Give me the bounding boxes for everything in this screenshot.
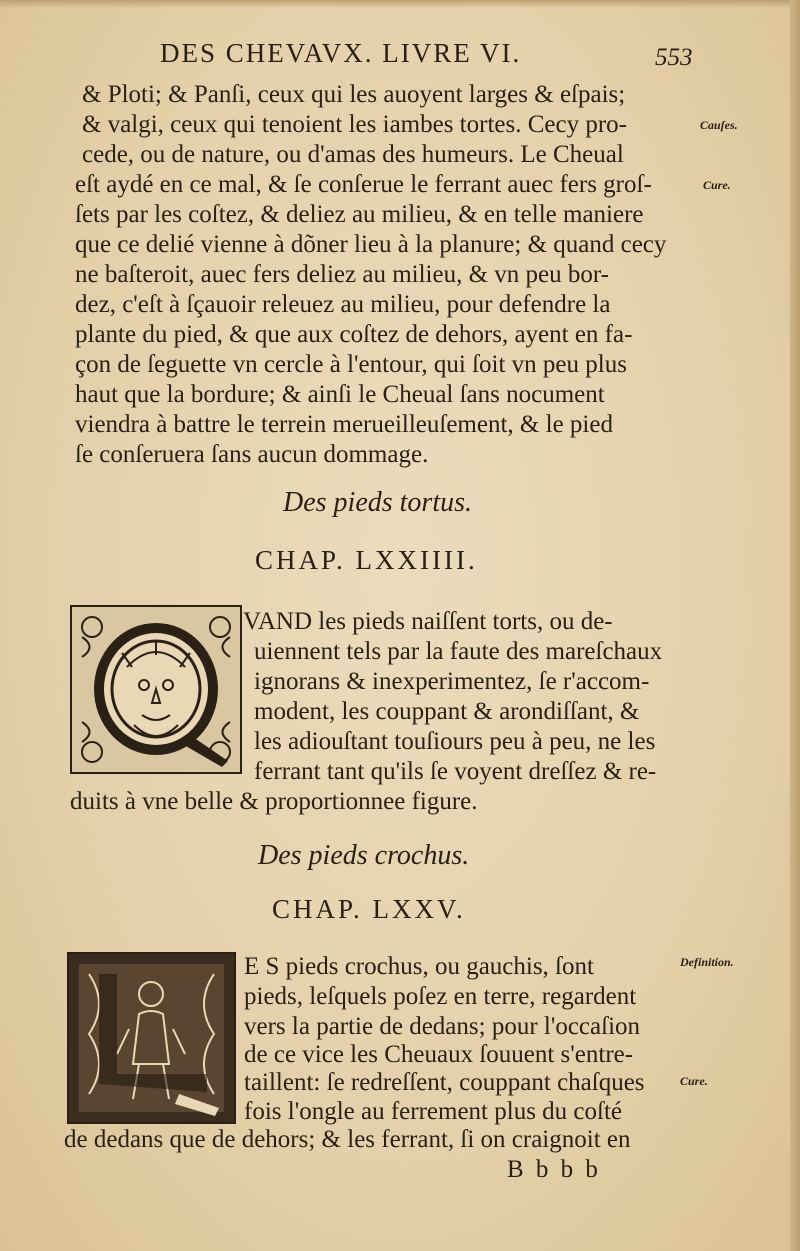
decorative-initial-q (70, 605, 242, 774)
text-line: cede, ou de nature, ou d'amas des humeurs. Le Cheual (82, 141, 624, 168)
page-top-edge (0, 0, 800, 8)
text-line: duits à vne belle & proportionnee figure. (70, 788, 478, 815)
text-line: çon de ſeguette vn cercle à l'entour, qui ſoit vn peu plus (75, 351, 627, 378)
text-line: & Ploti; & Panſi, ceux qui les auoyent larges & eſpais; (82, 81, 626, 108)
woodcut-initial-l-icon (69, 954, 234, 1122)
text-line: ignorans & inexperimentez, ſe r'accom- (254, 668, 650, 695)
text-line: modent, les couppant & arondiſſant, & (254, 698, 640, 725)
decorative-initial-l (67, 952, 236, 1124)
text-line: taillent: ſe redreſſent, couppant chaſques (244, 1069, 645, 1096)
text-line: uiennent tels par la faute des mareſchaux (254, 638, 663, 665)
margin-note-causes: Cauſes. (700, 118, 738, 132)
text-line: eſt aydé en ce mal, & ſe conſerue le ferrant auec fers groſ- (75, 171, 652, 198)
text-line: de dedans que de dehors; & les ferrant, ſi on craignoit en (64, 1126, 631, 1153)
text-line: ſets par les coſtez, & deliez au milieu, & en telle maniere (75, 201, 644, 228)
text-line: de ce vice les Cheuaux ſouuent s'entre- (244, 1041, 634, 1068)
page-number: 553 (655, 44, 693, 71)
text-line: & valgi, ceux qui tenoient les iambes tortes. Cecy pro- (82, 111, 627, 138)
text-line: VAND les pieds naiſſent torts, ou de- (243, 608, 613, 635)
chapter-heading: CHAP. LXXV. (272, 894, 466, 924)
margin-note-cure: Cure. (680, 1074, 708, 1088)
text-line: que ce delié vienne à dõner lieu à la planure; & quand cecy (75, 231, 667, 258)
margin-note-definition: Definition. (680, 955, 734, 969)
running-title: DES CHEVAVX. LIVRE VI. (160, 38, 522, 68)
text-line: dez, c'eſt à ſçauoir releuez au milieu, pour defendre la (75, 291, 611, 318)
text-line: plante du pied, & que aux coſtez de dehors, ayent en fa- (75, 321, 633, 348)
signature-mark: B b b b (507, 1156, 601, 1183)
text-line: les adiouſtant touſiours peu à peu, ne les (254, 728, 656, 755)
page-right-edge (790, 0, 800, 1251)
text-line: fois l'ongle au ferrement plus du coſté (244, 1098, 623, 1125)
text-line: haut que la bordure; & ainſi le Cheual ſans nocument (75, 381, 605, 408)
text-line: ſe conſeruera ſans aucun dommage. (75, 441, 429, 468)
text-line: ferrant tant qu'ils ſe voyent dreſſez & re- (254, 758, 657, 785)
section-title: Des pieds tortus. (283, 487, 472, 518)
text-line: E S pieds crochus, ou gauchis, ſont (244, 953, 594, 980)
woodcut-initial-q-icon (72, 607, 240, 772)
section-title: Des pieds crochus. (258, 840, 470, 871)
margin-note-cure: Cure. (703, 178, 731, 192)
text-line: vers la partie de dedans; pour l'occaſion (244, 1013, 641, 1040)
chapter-heading: CHAP. LXXIIII. (255, 545, 478, 575)
text-line: ne baſteroit, auec fers deliez au milieu, & vn peu bor- (75, 261, 610, 288)
text-line: pieds, leſquels poſez en terre, regardent (244, 983, 637, 1010)
text-line: viendra à battre le terrein merueilleuſement, & le pied (75, 411, 613, 438)
